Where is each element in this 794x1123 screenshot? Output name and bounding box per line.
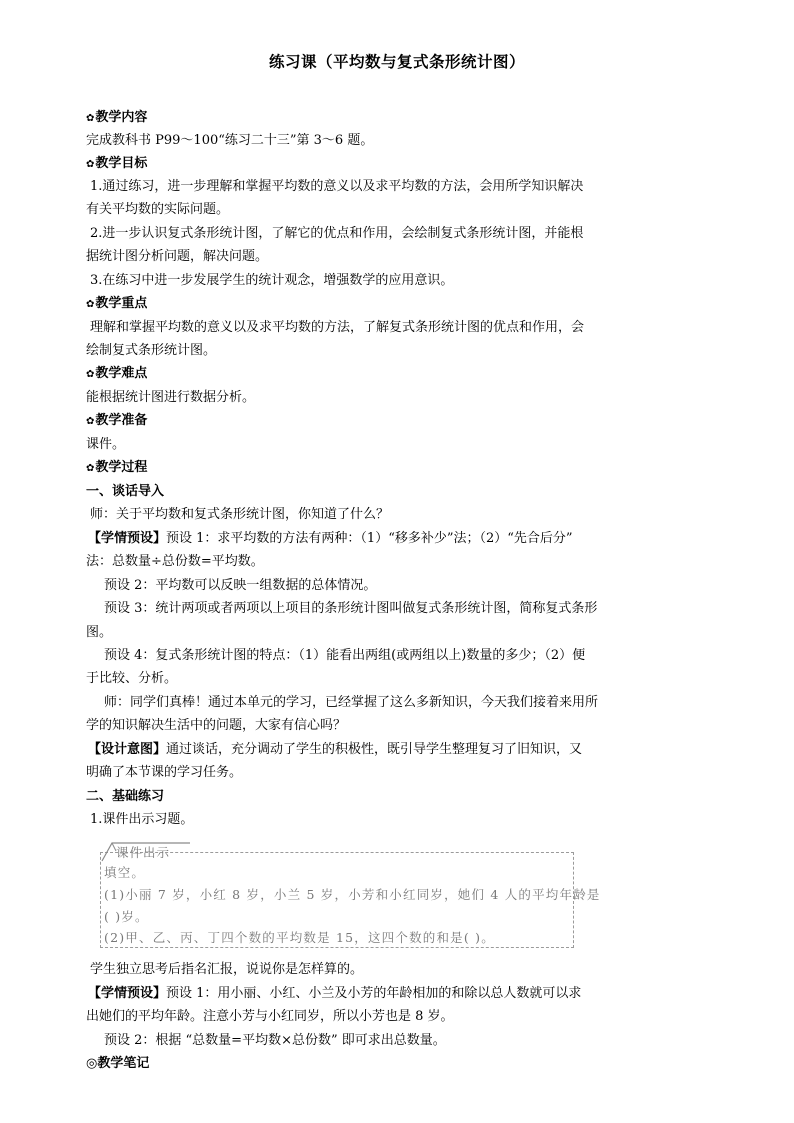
flower-icon: ✿ <box>86 369 95 380</box>
part-2-heading: 二、基础练习 <box>86 789 165 804</box>
key-a: 理解和掌握平均数的意义以及求平均数的方法，了解复式条形统计图的优点和作用，会 <box>90 320 585 335</box>
preset-3a: 预设 3：统计两项或者两项以上项目的条形统计图叫做复式条形统计图，简称复式条形 <box>104 601 598 616</box>
key-b: 绘制复式条形统计图。 <box>86 343 217 358</box>
preset-b1a: 【学情预设】预设 1：用小丽、小红、小兰及小芳的年龄相加的和除以总人数就可以求 <box>88 986 582 1001</box>
flower-icon: ✿ <box>86 416 95 427</box>
courseware-tag <box>100 839 196 863</box>
courseware-line-1: (1)小丽 7 岁，小红 8 岁，小兰 5 岁，小芳和小红同岁，她们 4 人的平均年龄是 <box>104 887 601 902</box>
content-text: 完成教科书 P99～100“练习二十三”第 3～6 题。 <box>86 133 374 148</box>
courseware-tag-label: 课件出示 <box>116 845 171 860</box>
after-exercise: 学生独立思考后指名汇报，说说你是怎样算的。 <box>90 962 364 977</box>
flower-icon: ✿ <box>86 463 95 474</box>
teacher-2a: 师：同学们真棒！通过本单元的学习，已经掌握了这么多新知识，今天我们接着来用所 <box>104 695 599 710</box>
flower-icon: ✿ <box>86 159 95 170</box>
preset-1b: 法：总数量÷总份数=平均数。 <box>86 554 264 569</box>
teacher-2b: 学的知识解决生活中的问题，大家有信心吗？ <box>86 718 347 733</box>
difficulty-text: 能根据统计图进行数据分析。 <box>86 390 256 405</box>
preset-4b: 于比较、分析。 <box>86 671 178 686</box>
preset-4a: 预设 4：复式条形统计图的特点：（1）能看出两组(或两组以上)数量的多少；（2）便 <box>104 648 586 663</box>
courseware-line-2: ( )岁。 <box>104 909 149 924</box>
courseware-line-3: (2)甲、乙、丙、丁四个数的平均数是 15，这四个数的和是( )。 <box>104 930 495 945</box>
heading-goal: ✿教学目标 <box>86 156 148 171</box>
teaching-notes-heading: ◎教学笔记 <box>86 1056 150 1071</box>
heading-key: ✿教学重点 <box>86 296 148 311</box>
preset-b1b: 出她们的平均年龄。注意小芳与小红同岁，所以小芳也是 8 岁。 <box>86 1009 454 1024</box>
design-a: 【设计意图】通过谈话，充分调动了学生的积极性，既引导学生整理复习了旧知识，又 <box>88 742 583 757</box>
goal-2a: 2.进一步认识复式条形统计图，了解它的优点和作用，会绘制复式条形统计图，并能根 <box>90 226 584 241</box>
preset-3b: 图。 <box>86 625 113 640</box>
preset-b2: 预设 2：根据 “总数量=平均数×总份数” 即可求出总数量。 <box>104 1033 446 1048</box>
goal-2b: 据统计图分析问题，解决问题。 <box>86 249 269 264</box>
courseware-line-0: 填空。 <box>104 865 146 880</box>
preset-2: 预设 2：平均数可以反映一组数据的总体情况。 <box>104 578 377 593</box>
exercise-1: 1.课件出示习题。 <box>90 812 194 827</box>
goal-1a: 1.通过练习，进一步理解和掌握平均数的意义以及求平均数的方法，会用所学知识解决 <box>90 179 584 194</box>
flower-icon: ✿ <box>86 299 95 310</box>
teacher-question-1: 师：关于平均数和复式条形统计图，你知道了什么？ <box>90 507 390 522</box>
heading-content: ✿教学内容 <box>86 110 148 125</box>
prep-text: 课件。 <box>86 437 126 452</box>
page-title: 练习课（平均数与复式条形统计图） <box>268 52 525 71</box>
goal-3: 3.在练习中进一步发展学生的统计观念，增强数学的应用意识。 <box>90 273 454 288</box>
design-b: 明确了本节课的学习任务。 <box>86 765 243 780</box>
goal-1b: 有关平均数的实际问题。 <box>86 202 230 217</box>
heading-difficulty: ✿教学难点 <box>86 366 148 381</box>
heading-process: ✿教学过程 <box>86 460 148 475</box>
flower-icon: ✿ <box>86 113 95 124</box>
part-1-heading: 一、谈话导入 <box>86 484 165 499</box>
heading-prep: ✿教学准备 <box>86 413 148 428</box>
preset-1a: 【学情预设】预设 1：求平均数的方法有两种：（1）“移多补少”法；（2）“先合后分” <box>88 531 573 546</box>
